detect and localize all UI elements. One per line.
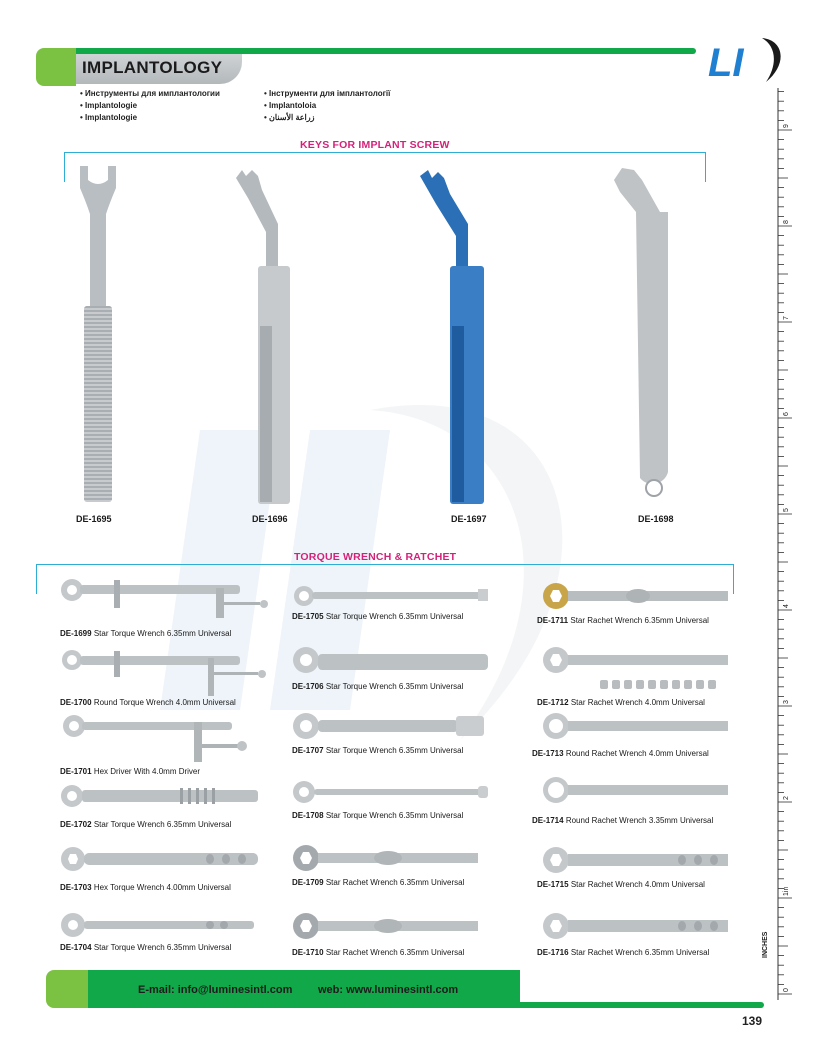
ruler-label: 8 — [783, 220, 790, 224]
wrench-image — [60, 846, 260, 872]
product-caption: DE-1714 Round Rachet Wrench 3.35mm Universal — [532, 816, 714, 825]
wrench-image — [292, 712, 492, 740]
key-code: DE-1695 — [76, 514, 112, 524]
ruler-label: 4 — [783, 604, 790, 608]
product-caption: DE-1708 Star Torque Wrench 6.35mm Universal — [292, 811, 464, 820]
product-caption: DE-1705 Star Torque Wrench 6.35mm Universal — [292, 612, 464, 621]
wrench-image — [60, 784, 260, 810]
wrench-image — [292, 912, 482, 940]
product-caption: DE-1713 Round Rachet Wrench 4.0mm Universal — [532, 749, 709, 758]
wrench-image — [542, 846, 732, 874]
footer-accent — [46, 970, 88, 1008]
key-flat-image — [610, 166, 670, 506]
product-caption: DE-1702 Star Torque Wrench 6.35mm Universal — [60, 820, 232, 829]
key-code: DE-1698 — [638, 514, 674, 524]
product-caption: DE-1701 Hex Driver With 4.0mm Driver — [60, 767, 201, 776]
ruler-label: 5 — [783, 508, 790, 512]
key-straight-image — [76, 166, 120, 506]
language-list-1 — [80, 88, 220, 124]
key-angled-image — [234, 166, 298, 506]
ruler-label: 2 — [783, 796, 790, 800]
product-caption: DE-1710 Star Rachet Wrench 6.35mm Universal — [292, 948, 465, 957]
product-caption: DE-1704 Star Torque Wrench 6.35mm Universal — [60, 943, 232, 952]
wrench-image — [60, 648, 270, 696]
page-title: IMPLANTOLOGY — [82, 58, 223, 77]
product-caption: DE-1712 Star Rachet Wrench 4.0mm Universal — [537, 698, 705, 707]
wrench-image — [542, 712, 732, 740]
footer-web[interactable]: web: www.luminesintl.com — [318, 984, 459, 996]
wrench-image — [60, 912, 260, 938]
product-caption: DE-1706 Star Torque Wrench 6.35mm Universal — [292, 682, 464, 691]
wrench-image — [60, 576, 270, 618]
product-caption: DE-1699 Star Torque Wrench 6.35mm Universal — [60, 629, 232, 638]
wrench-image — [292, 646, 492, 676]
wrench-image — [542, 646, 732, 692]
logo-text: LI — [708, 41, 744, 85]
ruler-label: 3 — [783, 700, 790, 704]
wrench-image — [60, 714, 250, 762]
wrench-image — [292, 780, 492, 804]
language-ar: • زراعة الأسنان — [264, 112, 390, 124]
language-list-2 — [264, 88, 390, 124]
inch-ruler — [776, 88, 796, 1000]
wrench-image — [542, 776, 732, 804]
ruler-label: 7 — [783, 316, 790, 320]
brand-logo — [704, 34, 784, 88]
footer-email[interactable]: E-mail: info@luminesintl.com — [138, 984, 293, 996]
wrench-image — [542, 912, 732, 940]
key-blue-image — [416, 166, 486, 506]
product-caption: DE-1700 Round Torque Wrench 4.0mm Universal — [60, 698, 236, 707]
keys-section-title: KEYS FOR IMPLANT SCREW — [300, 139, 450, 151]
footer-rule — [520, 1002, 764, 1008]
ruler-label: 1in — [783, 886, 790, 896]
product-caption: DE-1703 Hex Torque Wrench 4.00mm Universal — [60, 883, 231, 892]
ruler-label: 9 — [783, 124, 790, 128]
key-code: DE-1696 — [252, 514, 288, 524]
language-it: • Implantoloia — [264, 100, 390, 112]
language-de: • Implantologie — [80, 100, 220, 112]
language-ru: • Инструменты для имплантологии — [80, 88, 220, 100]
product-caption: DE-1707 Star Torque Wrench 6.35mm Universal — [292, 746, 464, 755]
product-caption: DE-1711 Star Rachet Wrench 6.35mm Universal — [537, 616, 709, 625]
ruler-label: 6 — [783, 412, 790, 416]
wrench-image — [292, 844, 482, 872]
key-code: DE-1697 — [451, 514, 487, 524]
torque-section-title: TORQUE WRENCH & RATCHET — [294, 551, 457, 563]
language-fr: • Implantologie — [80, 112, 220, 124]
page-number: 139 — [742, 1014, 763, 1028]
ruler-unit-label: INCHES — [762, 931, 769, 958]
product-caption: DE-1709 Star Rachet Wrench 6.35mm Universal — [292, 878, 465, 887]
product-caption: DE-1716 Star Rachet Wrench 6.35mm Universal — [537, 948, 710, 957]
language-uk: • Інструменти для імплантології — [264, 88, 390, 100]
product-caption: DE-1715 Star Rachet Wrench 4.0mm Universal — [537, 880, 705, 889]
ruler-label: 0 — [783, 988, 790, 992]
header-accent — [36, 48, 76, 86]
wrench-image — [292, 584, 492, 608]
wrench-image — [542, 582, 732, 610]
